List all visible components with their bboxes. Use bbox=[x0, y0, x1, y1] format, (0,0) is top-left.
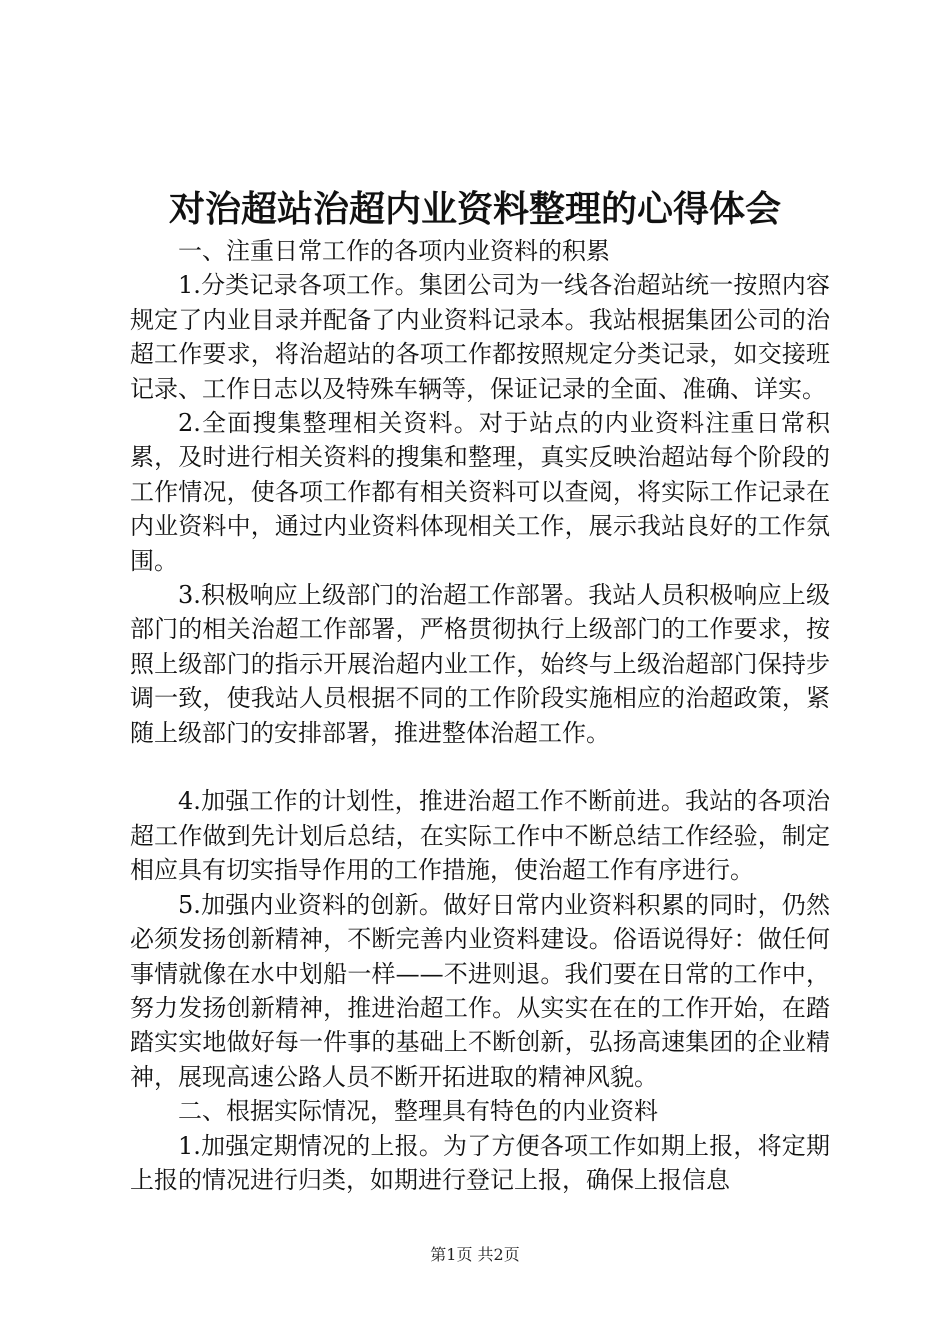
page-footer: 第1页 共2页 bbox=[430, 1245, 520, 1264]
section-heading: 二、根据实际情况，整理具有特色的内业资料 bbox=[178, 1097, 658, 1126]
paragraph: 2.全面搜集整理相关资料。对于站点的内业资料注重日常积累，及时进行相关资料的搜集和整理，真实反映治超站每个阶段的工作情况，使各项工作都有相关资料可以查阅，将实际工作记录在内业资料中，通过内业资料体现相关工作，展示我站良好的工作氛围。 bbox=[130, 409, 830, 575]
section-heading: 一、注重日常工作的各项内业资料的积累 bbox=[178, 237, 610, 265]
paragraph: 1.加强定期情况的上报。为了方便各项工作如期上报，将定期上报的情况进行归类，如期进行登记上报，确保上报信息 bbox=[130, 1131, 830, 1194]
paragraph: 1.分类记录各项工作。集团公司为一线各治超站统一按照内容规定了内业目录并配备了内业资料记录本。我站根据集团公司的治超工作要求，将治超站的各项工作都按照规定分类记录，如交接班记录、工作日志以及特殊车辆等，保证记录的全面、准确、详实。 bbox=[130, 271, 830, 403]
paragraph: 3.积极响应上级部门的治超工作部署。我站人员积极响应上级部门的相关治超工作部署，严格贯彻执行上级部门的工作要求，按照上级部门的指示开展治超内业工作，始终与上级治超部门保持步调一致，使我站人员根据不同的工作阶段实施相应的治超政策，紧随上级部门的安排部署，推进整体治超工作。 bbox=[130, 581, 830, 747]
document-body bbox=[130, 234, 830, 1197]
paragraph: 5.加强内业资料的创新。做好日常内业资料积累的同时，仍然必须发扬创新精神，不断完善内业资料建设。俗语说得好：做任何事情就像在水中划船一样——不进则退。我们要在日常的工作中，努力发扬创新精神，推进治超工作。从实实在在的工作开始，在踏踏实实地做好每一件事的基础上不断创新，弘扬高速集团的企业精神，展现高速公路人员不断开拓进取的精神风貌。 bbox=[130, 890, 830, 1091]
document-title: 对治超站治超内业资料整理的心得体会 bbox=[168, 188, 781, 230]
paragraph: 4.加强工作的计划性，推进治超工作不断前进。我站的各项治超工作做到先计划后总结，在实际工作中不断总结工作经验，制定相应具有切实指导作用的工作措施，使治超工作有序进行。 bbox=[130, 787, 830, 885]
